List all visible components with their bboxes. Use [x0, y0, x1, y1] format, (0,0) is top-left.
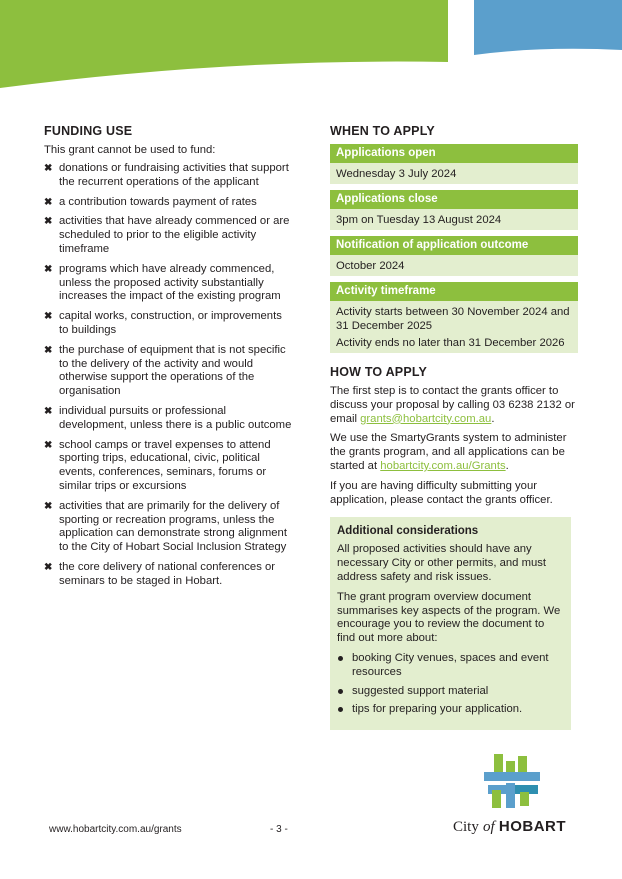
list-item: ✖ the core delivery of national conferences or seminars to be staged in Hobart.	[44, 560, 276, 587]
grants-email-link[interactable]: grants@hobartcity.com.au	[360, 412, 492, 425]
topics-list	[337, 652, 563, 717]
bullet-icon	[338, 656, 343, 661]
smartygrants-paragraph: We use the SmartyGrants system to administer the grants program, and all applications can be started at hobartcity.com.au/Grants.	[330, 432, 567, 472]
footer-url[interactable]: www.hobartcity.com.au/grants	[49, 824, 182, 835]
cross-icon: ✖	[44, 263, 53, 275]
applications-open-block	[330, 144, 578, 184]
city-of-hobart-wordmark: City of HOBART	[453, 818, 567, 835]
header-decoration	[0, 0, 622, 95]
list-item: ✖ individual pursuits or professional development, unless there is a public outcome	[44, 404, 292, 431]
cross-icon: ✖	[44, 500, 53, 512]
blue-wave	[474, 0, 622, 55]
logo-bar	[506, 783, 515, 808]
page-number: - 3 -	[270, 824, 288, 835]
list-item: suggested support material	[337, 685, 563, 699]
difficulty-paragraph: If you are having difficulty submitting your application, please contact the grants officer.	[330, 479, 553, 506]
additional-considerations-title: Additional considerations	[337, 525, 479, 538]
grants-website-link[interactable]: hobartcity.com.au/Grants	[380, 459, 506, 472]
list-item: ✖ a contribution towards payment of rates	[44, 195, 257, 208]
city-of-hobart-logo-icon	[482, 752, 542, 810]
how-to-apply-heading: HOW TO APPLY	[330, 365, 428, 379]
block-body: 3pm on Tuesday 13 August 2024	[330, 209, 578, 230]
right-column	[330, 124, 578, 730]
bullet-icon	[338, 707, 343, 712]
logo-bar	[484, 772, 540, 781]
block-title: Activity timeframe	[330, 282, 578, 301]
bullet-icon	[338, 689, 343, 694]
funding-use-section	[44, 124, 294, 595]
cross-icon: ✖	[44, 344, 53, 356]
block-body: Activity starts between 30 November 2024 and 31 December 2025 Activity ends no later than 31 December 2026	[330, 301, 578, 353]
excluded-items-list	[44, 162, 294, 589]
block-body: Wednesday 3 July 2024	[330, 163, 578, 184]
list-item: ✖ capital works, construction, or improvements to buildings	[44, 310, 282, 336]
list-item: tips for preparing your application.	[337, 703, 563, 717]
logo-bar	[520, 792, 529, 806]
list-item: ✖ activities that have already commenced or are scheduled to prior to the eligible activity timeframe	[44, 215, 290, 255]
logo-bar	[518, 756, 527, 774]
notification-block	[330, 236, 578, 276]
cross-icon: ✖	[44, 561, 53, 573]
additional-considerations-box	[330, 517, 571, 730]
cross-icon: ✖	[44, 439, 53, 451]
permits-paragraph: All proposed activities should have any necessary City or other permits, and must address safety and risk issues.	[337, 543, 547, 583]
list-item: ✖ activities that are primarily for the delivery of sporting or recreation programs, unless the application can demonstrate strong alignment to the City of Hobart Social Inclusion Strategy	[44, 499, 287, 554]
cross-icon: ✖	[44, 311, 53, 323]
list-item: booking City venues, spaces and event resources	[337, 652, 563, 680]
block-title: Applications open	[330, 144, 578, 163]
logo-bar	[492, 790, 501, 808]
green-wave	[0, 0, 448, 88]
funding-use-heading: FUNDING USE	[44, 124, 133, 138]
list-item: ✖ the purchase of equipment that is not specific to the delivery of the activity and would otherwise support the operations of the organisation	[44, 343, 286, 398]
block-title: Applications close	[330, 190, 578, 209]
list-item: ✖ school camps or travel expenses to attend sporting trips, educational, civic, political events, conferences, seminars, forums or similar trips or excursions	[44, 438, 271, 492]
cross-icon: ✖	[44, 196, 53, 208]
cross-icon: ✖	[44, 216, 53, 228]
block-title: Notification of application outcome	[330, 236, 578, 255]
list-item: ✖ programs which have already commenced, unless the proposed activity substantially increases the impact of the existing program	[44, 262, 281, 303]
activity-timeframe-block	[330, 282, 578, 353]
overview-paragraph: The grant program overview document summarises key aspects of the program. We encourage you to review the document to find out more about:	[337, 590, 561, 645]
cross-icon: ✖	[44, 405, 53, 417]
contact-paragraph: The first step is to contact the grants officer to discuss your proposal by calling 03 6238 2132 or email grants@hobartcity.com.au.	[330, 385, 575, 425]
applications-close-block	[330, 190, 578, 230]
cross-icon: ✖	[44, 163, 53, 174]
when-to-apply-heading: WHEN TO APPLY	[330, 124, 435, 138]
list-item: ✖ donations or fundraising activities that support the recurrent operations of the applicant	[44, 162, 289, 188]
block-body: October 2024	[330, 255, 578, 276]
funding-use-intro: This grant cannot be used to fund:	[44, 144, 216, 156]
